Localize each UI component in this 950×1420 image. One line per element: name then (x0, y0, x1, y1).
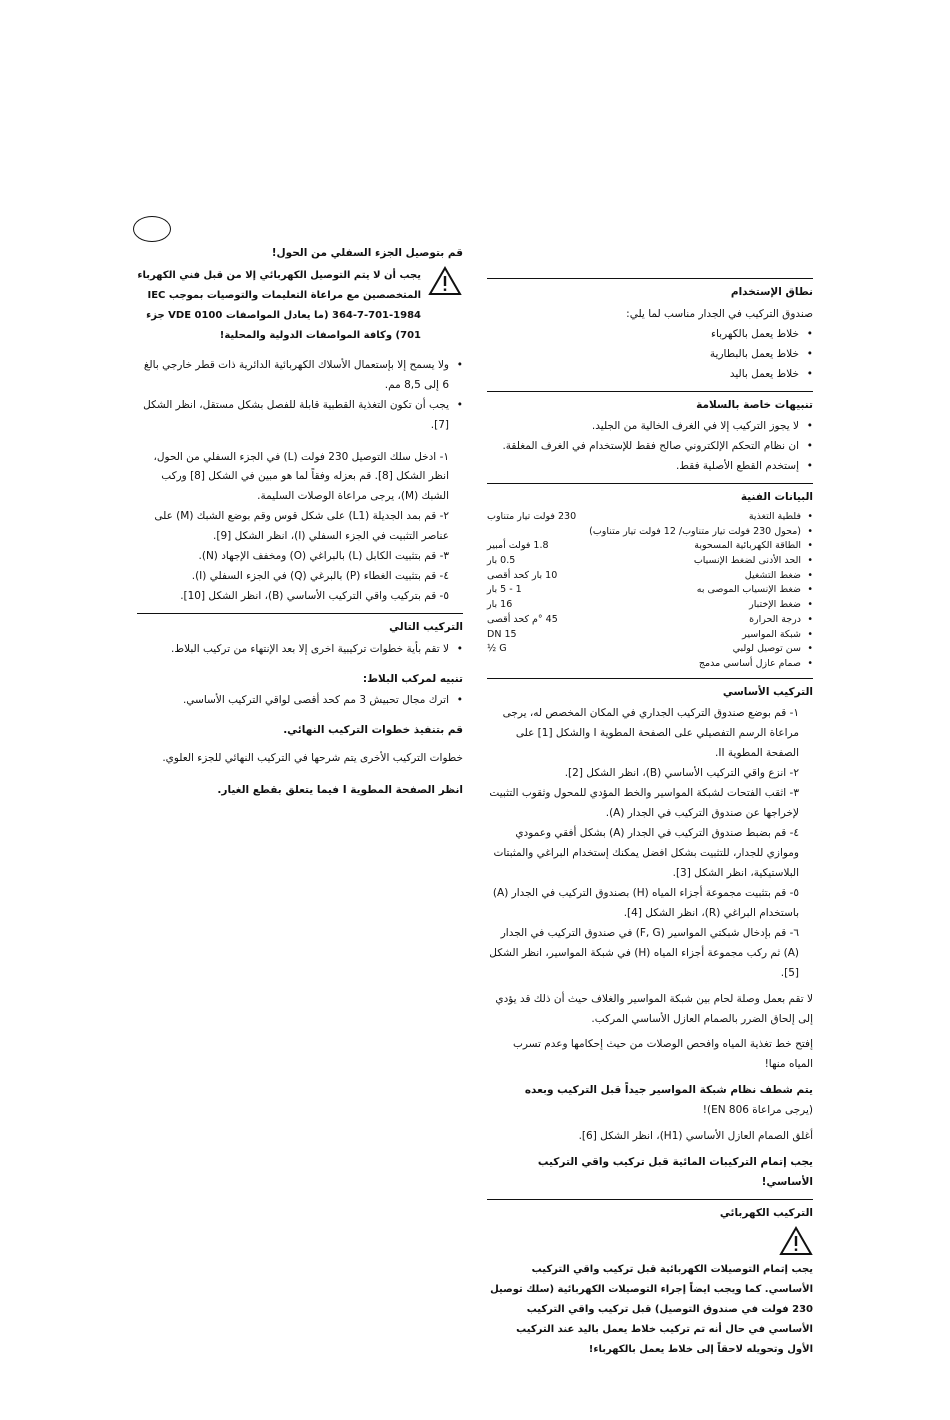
close-valve-note: أغلق الصمام العازل الأساسي (H1)، انظر الشكل [6]. (578, 1130, 813, 1143)
spec-row (487, 598, 813, 613)
step-item: ٣- اثقب الفتحات لشبكة المواسير والخط المؤدي للمحول وثقوب التثبيت لإخراجها عن صندوق التركيب في الجدار (A). (489, 787, 799, 820)
spec-row (487, 628, 813, 643)
page-number-oval (133, 216, 171, 242)
spec-label: • صمام عازل أساسي مدمج (698, 658, 801, 669)
spec-row (487, 642, 813, 657)
tiler-note-list (137, 691, 463, 711)
step-item: ١- ادخل سلك التوصيل 230 فولت (L) في الجزء السفلي من الحول، انظر الشكل [8]. قم بعزله وفقاً لما هو مبين في الشكل [8] وركب الشبك (M)، يرجى مراعاة الوصلات السليمة. (153, 450, 449, 503)
spec-row (487, 613, 813, 628)
list-item: • خلاط يعمل بالكهرباء (487, 325, 813, 345)
spec-label: • الحد الأدنى لضغط الإنسياب (693, 554, 801, 566)
list-item: • لا تقم بأية خطوات تركيبية اخرى إلا بعد الإنتهاء من تركيب البلاط. (137, 640, 463, 660)
spec-row (487, 583, 813, 598)
flush-note (487, 1081, 813, 1121)
spec-row (487, 510, 813, 525)
soldering-note: لا تقم بعمل وصلة لحام بين شبكة المواسير والغلاف حيث أن ذلك قد يؤدي إلى إلحاق الضرر بالصمام العازل الأساسي المركب. (495, 992, 813, 1025)
section-divider (487, 391, 813, 392)
step-item: ٥- قم بتثبيت مجموعة أجزاء المياه (H) بصندوق التركيب في الجدار (A) باستخدام البراغي (R)، انظر الشكل [4]. (492, 886, 799, 919)
safety-list (487, 417, 813, 477)
spec-row (487, 525, 813, 540)
electrician-warning-text: يجب أن لا يتم التوصيل الكهربائي إلا من قبل فني الكهرباء المتخصصين مع مراعاة التعليمات والتوصيات بموجب IEC 364-7-701-1984 (ما يعادل المواصفات VDE 0100 جزء 701) وكافة المواصفات الدولية والمحلية! (137, 269, 421, 341)
connection-steps (137, 448, 463, 608)
left-column (137, 246, 463, 807)
step-item: ٢- انزع واقي التركيب الأساسي (B)، انظر الشكل [2]. (564, 767, 799, 780)
spec-value: 1.8 فولت أمبير (487, 540, 549, 552)
final-installation-text: خطوات التركيب الأخرى يتم شرحها في التركيب النهائي للجزء العلوي. (162, 752, 463, 765)
tech-spec-table (487, 510, 813, 672)
step-item: ٤- قم بتثبيت الغطاء (P) بالبرغي (Q) في الجزء السفلي (I). (191, 570, 449, 583)
spec-label: • ضغط الإختبار (749, 599, 801, 611)
spec-value: 16 بار (487, 599, 513, 611)
step-item: ٥- قم بتركيب واقي التركيب الأساسي (B)، انظر الشكل [10]. (180, 590, 449, 603)
spec-row (487, 569, 813, 584)
spec-label: • ضغط التشغيل (744, 569, 801, 581)
next-installation-heading: التركيب التالي (389, 621, 463, 633)
usage-list (487, 325, 813, 385)
leak-check-note: إفتح خط تغذية المياه وافحص الوصلات من حيث إحكامها وعدم تسرب المياه منها! (512, 1038, 813, 1071)
basic-installation-steps (487, 704, 813, 983)
section-divider (487, 483, 813, 484)
list-item: • ولا يسمح إلا بإستعمال الأسلاك الكهربائية الدائرية ذات قطر خارجي بالغ 6 إلى 8,5 مم. (137, 356, 463, 396)
tiler-note-heading: تنبيه لمركب البلاط: (362, 672, 463, 685)
warning-triangle-icon (427, 266, 463, 296)
safety-heading: تنبيهات خاصة بالسلامة (696, 398, 813, 411)
basic-installation-heading: التركيب الأساسي (722, 685, 813, 698)
spare-parts-text: انظر الصفحة المطوية I فيما يتعلق بقطع الغيار. (217, 784, 463, 797)
spec-value: 45 °م كحد أقصى (487, 613, 558, 625)
spec-row (487, 554, 813, 569)
spec-label: • فلطية التغذية (748, 510, 801, 522)
spec-value: DN 15 (487, 628, 517, 640)
spec-label: • سن توصيل لولبي (732, 643, 801, 655)
connect-lower-part-heading: قم بتوصيل الجزء السفلي من الحول! (271, 247, 463, 259)
final-installation-heading: قم بتنفيذ خطوات التركيب النهائي. (283, 724, 463, 737)
list-item: • ان نظام التحكم الإلكتروني صالح فقط للإستخدام في الغرف المغلقة. (487, 437, 813, 457)
step-item: ٢- قم بمد الجديلة (L1) على شكل قوس وقم بوضع الشبك (M) على عناصر التثبيت في الجزء السفلي (I)، انظر الشكل [9]. (154, 510, 449, 543)
electrician-warning (137, 266, 463, 346)
usage-intro: صندوق التركيب في الجدار مناسب لما يلي: (626, 307, 813, 320)
spec-label: • درجة الحرارة (749, 613, 801, 625)
cable-requirements-list (137, 356, 463, 436)
section-divider (487, 678, 813, 679)
spec-row (487, 539, 813, 554)
list-item: • اترك مجال تحبيش 3 مم كحد أقصى لواقي التركيب الأساسي. (137, 691, 463, 711)
spec-label: • شبكة المواسير (742, 628, 801, 640)
step-item: ٣- قم بتثبيت الكابل (L) بالبراغي (O) ومخفف الإجهاد (N). (198, 550, 449, 563)
section-divider (137, 613, 463, 614)
warning-triangle-icon (779, 1226, 813, 1256)
spec-value: 1 - 5 بار (487, 584, 522, 596)
electrical-installation-heading: التركيب الكهربائي (719, 1207, 813, 1220)
spec-value: 10 بار كحد أقصى (487, 569, 558, 581)
list-item: • خلاط يعمل بالبطارية (487, 345, 813, 365)
right-column (487, 278, 813, 1366)
step-item: ٤- قم بضبط صندوق التركيب في الجدار (A) بشكل أفقي وعمودي وموازي للجدار، للتثبيت بشكل افضل يمكنك إستخدام البراغي والمثبتات البلاستيكية، انظر الشكل [3]. (493, 827, 799, 879)
list-item: • لا يجوز التركيب إلا في الغرف الخالية من الجليد. (487, 417, 813, 437)
section-divider (487, 278, 813, 279)
spec-row (487, 657, 813, 672)
section-divider (487, 1199, 813, 1200)
complete-water-note: يجب إتمام التركيبات المائية قبل تركيب واقي التركيب الأساسي! (537, 1156, 813, 1189)
electrical-warning-text: يجب إتمام التوصيلات الكهربائية قبل تركيب واقي التركيب الأساسي. كما ويجب ايضاً إجراء التوصيلات الكهربائية (سلك توصيل 230 فولت في صندوق التوصيل) قبل تركيب واقي التركيب الأساسي في حال أنه تم تركيب خلاط يعمل باليد عند التركيب الأول وتحويله لاحقاً إلى خلاط يعمل بالكهرباء! (490, 1263, 813, 1355)
spec-value: G ½ (487, 643, 507, 655)
spec-value: 0.5 بار (487, 554, 516, 566)
step-item: ١- قم بوضع صندوق التركيب الجداري في المكان المخصص له، يرجى مراعاة الرسم التفصيلي على الصفحة المطوية I والشكل [1] على الصفحة المطوية II. (502, 707, 799, 760)
spec-label: • الطاقة الكهربائية المسحوبة (694, 540, 801, 552)
tech-data-heading: البيانات الفنية (740, 491, 813, 504)
list-item: • إستخدم القطع الأصلية فقط. (487, 457, 813, 477)
list-item: • خلاط يعمل باليد (487, 365, 813, 385)
usage-heading: نطاق الإستخدام (730, 286, 813, 298)
flush-note-bold: يتم شطف نظام شبكة المواسير جيداً قبل التركيب وبعده (524, 1084, 813, 1097)
list-item: • يجب أن تكون التغذية القطبية قابلة للفصل بشكل مستقل، انظر الشكل [7]. (137, 396, 463, 436)
spec-label: • ضغط الإنسياب الموصى به (696, 584, 801, 596)
next-installation-list (137, 640, 463, 660)
step-item: ٦- قم بإدخال شبكتي المواسير (F, G) في صندوق التركيب في الجدار (A) ثم ركب مجموعة أجزاء المياه (H) في شبكة المواسير، انظر الشكل [5]. (489, 926, 799, 979)
spec-value: 230 فولت تيار متناوب (487, 510, 577, 522)
flush-note-standard: (يرجى مراعاة EN 806)! (702, 1104, 813, 1117)
spec-label: • (محول 230 فولت تيار متناوب/ 12 فولت تيار متناوب) (589, 525, 801, 537)
